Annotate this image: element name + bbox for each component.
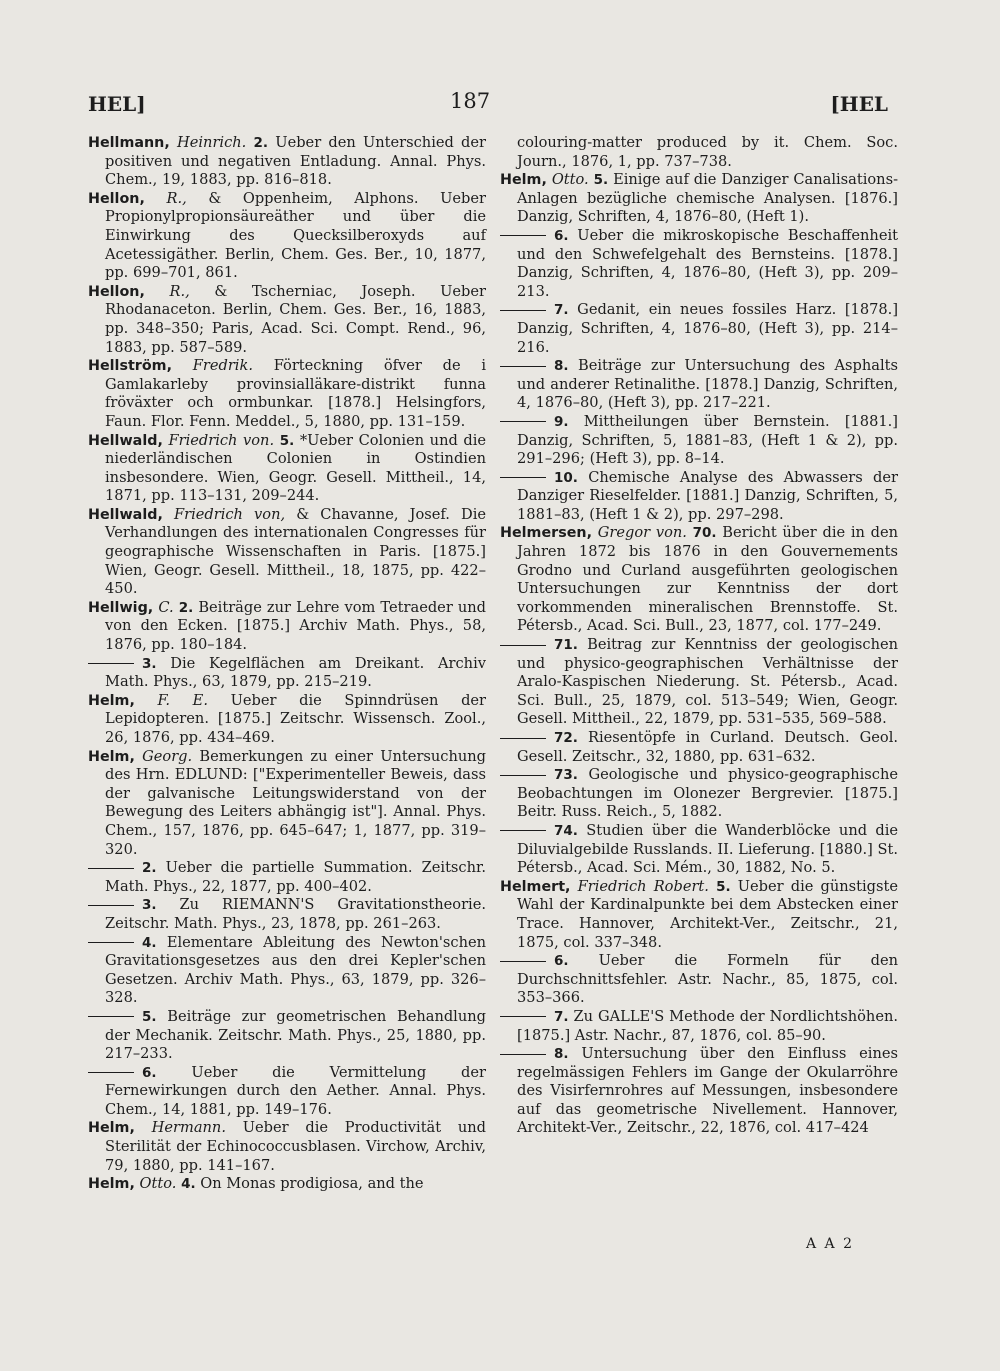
entry-text: Ueber die Spinndrüsen der Lepidopteren. [1875.] Zeitschr. Wissensch. Zool., 26, 1876, pp. 434–469. xyxy=(105,691,487,746)
printer-signature: A A 2 xyxy=(806,1236,855,1252)
author-given-name: Otto. xyxy=(139,1175,177,1193)
author-given-name: Fredrik. xyxy=(192,357,253,375)
entry-text: Beiträge zur geometrischen Behandlung der Mechanik. Zeitschr. Math. Phys., 25, 1880, pp. 217–233. xyxy=(105,1007,486,1063)
entry-number: 3. xyxy=(142,655,157,672)
author-surname: Hellwald, xyxy=(88,506,163,523)
ditto-rule xyxy=(500,421,546,422)
author-surname: Hellmann, xyxy=(88,135,170,151)
bibliography-entry xyxy=(88,1175,486,1194)
author-given-name: Gregor von. xyxy=(597,524,687,542)
entry-text: Die Kegelflächen am Dreikant. Archiv Math. Phys., 63, 1879, pp. 215–219. xyxy=(105,654,486,691)
author-given-name: Heinrich. xyxy=(177,134,247,151)
ditto-rule xyxy=(500,961,546,962)
bibliography-entry xyxy=(500,1045,898,1138)
author-given-name: Otto. xyxy=(551,171,589,189)
entry-text: Chemische Analyse des Abwassers der Danziger Rieselfelder. [1881.] Danzig, Schriften, 5, 1881–83, (Heft 1 & 2), pp. 297–298. xyxy=(517,468,899,523)
author-given-name: Georg. xyxy=(142,747,193,765)
ditto-rule xyxy=(88,663,134,664)
ditto-rule xyxy=(88,1016,134,1017)
entry-text: Förteckning öfver de i Gamlakarleby provinsialläkare-distrikt funna fröväxter och ormbunkar. [1878.] Helsingfors, Faun. Flor. Fenn. Meddel., 5, 1880, pp. 131–159. xyxy=(105,357,486,430)
running-head-right: [HEL xyxy=(830,92,888,116)
entry-text: Bemerkungen zu einer Untersuchung des Hrn. EDLUND: ["Experimenteller Beweis, dass der galvanische Leitungswiderstand von der Bewegung des Leiters abhängig ist"]. Annal. Phys. Chem., 157, 1876, pp. 645–647; 1, 1877, pp. 319–320. xyxy=(105,747,487,858)
bibliography-entry xyxy=(500,134,898,171)
bibliography-entry xyxy=(500,524,898,636)
entry-number: 7. xyxy=(554,1008,569,1025)
bibliography-entry xyxy=(88,134,486,190)
entry-number: 4. xyxy=(181,1176,196,1193)
entry-text: Ueber die Productivität und Sterilität der Echinococcusblasen. Virchow, Archiv, 79, 1880, pp. 141–167. xyxy=(105,1119,487,1174)
ditto-rule xyxy=(88,1072,134,1073)
bibliography-entry xyxy=(88,190,486,283)
entry-number: 7. xyxy=(554,302,569,319)
bibliography-entry xyxy=(88,357,486,431)
entry-number: 8. xyxy=(554,1046,569,1063)
entry-text: *Ueber Colonien und die niederländischen Colonien in Ostindien insbesondere. Wien, Geogr. Gesell. Mittheil., 14, 1871, pp. 113–131, 209–244. xyxy=(105,431,487,505)
entry-text: & Oppenheim, Alphons. Ueber Propionylpropionsäureäther und über die Einwirkung des Quecksilberoxyds auf Acetessigäther. Berlin, Chem. Ges. Ber., 10, 1877, pp. 699–701, 861. xyxy=(105,189,486,282)
entry-text: Mittheilungen über Bernstein. [1881.] Danzig, Schriften, 5, 1881–83, (Heft 1 & 2), pp. 291–296; (Heft 3), pp. 8–14. xyxy=(517,412,898,468)
bibliography-entry xyxy=(88,432,486,506)
bibliography-entry xyxy=(500,357,898,413)
ditto-rule xyxy=(500,1016,546,1017)
author-given-name: Friedrich von. xyxy=(168,431,275,449)
entry-text: & Chavanne, Josef. Die Verhandlungen des internationalen Congresses für geographische Wissenschaften in Paris. [1875.] Wien, Geogr. Gesell. Mittheil., 18, 1875, pp. 422–450. xyxy=(105,505,487,598)
bibliography-entry xyxy=(88,506,486,599)
bibliography-entry xyxy=(500,952,898,1008)
bibliography-entry xyxy=(88,655,486,692)
bibliography-entry xyxy=(88,1064,486,1120)
ditto-rule xyxy=(500,477,546,478)
author-given-name: F. E. xyxy=(157,691,208,709)
author-given-name: R., xyxy=(166,189,187,207)
entry-text: Ueber die Vermittelung der Fernewirkungen durch den Aether. Annal. Phys. Chem., 14, 1881, pp. 149–176. xyxy=(105,1063,486,1118)
entry-number: 5. xyxy=(142,1008,157,1025)
author-surname: Helm, xyxy=(88,748,135,765)
entry-number: 2. xyxy=(178,599,194,616)
entry-number: 2. xyxy=(142,860,157,877)
entry-number: 71. xyxy=(554,637,578,654)
author-given-name: Friedrich von, xyxy=(173,505,286,523)
entry-number: 70. xyxy=(692,525,717,542)
ditto-rule xyxy=(500,235,546,236)
entry-number: 4. xyxy=(142,934,157,951)
author-surname: Hellström, xyxy=(88,358,173,375)
bibliography-entry xyxy=(500,469,898,525)
author-given-name: Hermann. xyxy=(151,1119,226,1137)
bibliography-entry xyxy=(500,636,898,729)
right-column xyxy=(500,134,898,1138)
entry-number: 6. xyxy=(554,953,569,970)
entry-text: Ueber den Unterschied der positiven und negativen Entladung. Annal. Phys. Chem., 19, 1883, pp. 816–818. xyxy=(105,134,487,189)
bibliography-entry xyxy=(500,413,898,469)
bibliography-entry xyxy=(88,1008,486,1064)
ditto-rule xyxy=(88,942,134,943)
author-surname: Helm, xyxy=(88,692,135,709)
running-head xyxy=(88,89,888,122)
ditto-rule xyxy=(88,868,134,869)
bibliography-entry xyxy=(88,599,486,655)
bibliography-entry xyxy=(88,934,486,1008)
bibliography-entry xyxy=(88,692,486,748)
entry-text: Ueber die mikroskopische Beschaffenheit und den Schwefelgehalt des Bernsteins. [1878.] Danzig, Schriften, 4, 1876–80, (Heft 3), pp. 209–213. xyxy=(517,226,898,300)
entry-text: Ueber die günstigste Wahl der Kardinalpunkte bei dem Abstecken einer Trace. Hannover, Architekt-Ver., Zeitschr., 21, 1875, col. 337–348. xyxy=(517,877,898,951)
entry-text: Riesentöpfe in Curland. Deutsch. Geol. Gesell. Zeitschr., 32, 1880, pp. 631–632. xyxy=(517,729,899,765)
entry-number: 6. xyxy=(554,227,569,244)
author-surname: Hellon, xyxy=(88,190,145,207)
author-surname: Hellon, xyxy=(88,283,145,300)
author-given-name: R., xyxy=(169,282,190,300)
author-given-name: C. xyxy=(158,598,174,616)
entry-text: On Monas prodigiosa, and the xyxy=(200,1175,424,1193)
bibliography-entry xyxy=(88,859,486,896)
bibliography-entry xyxy=(88,896,486,933)
author-surname: Hellwig, xyxy=(88,599,154,616)
bibliography-entry xyxy=(500,822,898,878)
entry-text: Einige auf die Danziger Canalisations-Anlagen bezügliche chemische Analysen. [1876.] Danzig, Schriften, 4, 1876–80, (Heft 1). xyxy=(517,171,899,226)
entry-number: 5. xyxy=(279,432,295,449)
ditto-rule xyxy=(88,905,134,906)
ditto-rule xyxy=(500,645,546,646)
entry-number: 5. xyxy=(593,172,609,189)
entry-number: 74. xyxy=(554,822,578,839)
entry-text: Beiträge zur Untersuchung des Asphalts und anderer Retinalithe. [1878.] Danzig, Schriften, 4, 1876–80, (Heft 3), pp. 217–221. xyxy=(517,357,899,412)
entry-number: 5. xyxy=(716,878,731,895)
entry-number: 8. xyxy=(554,358,569,375)
entry-text: Zu RIEMANN'S Gravitationstheorie. Zeitschr. Math. Phys., 23, 1878, pp. 261–263. xyxy=(105,896,486,932)
entry-number: 6. xyxy=(142,1064,157,1081)
entry-text: Studien über die Wanderblöcke und die Diluvialgebilde Russlands. II. Lieferung. [1880.] St. Pétersb., Acad. Sci. Mém., 30, 1882, No. 5. xyxy=(517,821,898,877)
author-surname: Hellwald, xyxy=(88,432,163,449)
bibliography-entry xyxy=(500,171,898,227)
bibliography-entry xyxy=(88,1119,486,1175)
entry-number: 10. xyxy=(554,469,578,486)
author-surname: Helmert, xyxy=(500,878,571,895)
entry-text: Untersuchung über den Einfluss eines regelmässigen Fehlers im Gange der Okularröhre des Visirfernrohres auf Messungen, insbesondere auf das geometrische Nivellement. Hannover, Architekt-Ver., Zeitschr., 22, 1876, col. 417–424 xyxy=(517,1045,898,1137)
entry-text: Gedanit, ein neues fossiles Harz. [1878.] Danzig, Schriften, 4, 1876–80, (Heft 3), pp. 214–216. xyxy=(517,301,899,356)
entry-number: 3. xyxy=(142,897,157,914)
entry-text: Geologische und physico-geographische Beobachtungen im Olonezer Bergrevier. [1875.] Beitr. Russ. Reich., 5, 1882. xyxy=(517,766,898,821)
entry-text: & Tscherniac, Joseph. Ueber Rhodanaceton. Berlin, Chem. Ges. Ber., 16, 1883, pp. 348–350; Paris, Acad. Sci. Compt. Rend., 96, 1883, pp. 587–589. xyxy=(105,282,487,356)
bibliography-entry xyxy=(88,748,486,860)
ditto-rule xyxy=(500,775,546,776)
page-number: 187 xyxy=(450,89,491,113)
entry-text: colouring-matter produced by it. Chem. Soc. Journ., 1876, 1, pp. 737–738. xyxy=(517,134,898,170)
ditto-rule xyxy=(500,738,546,739)
bibliography-entry xyxy=(500,878,898,952)
author-surname: Helm, xyxy=(88,1176,135,1193)
ditto-rule xyxy=(500,310,546,311)
bibliography-entry xyxy=(500,729,898,766)
bibliography-entry xyxy=(500,227,898,301)
entry-text: Bericht über die in den Jahren 1872 bis 1876 in den Gouvernements Grodno und Curland ausgeführten geologischen Untersuchungen zur Kenntniss der dort vorkommenden mineralischen Brennstoffe. St. Pétersb., Acad. Sci. Bull., 23, 1877, col. 177–249. xyxy=(517,524,898,635)
entry-text: Beiträge zur Lehre vom Tetraeder und von den Ecken. [1875.] Archiv Math. Phys., 58, 1876, pp. 180–184. xyxy=(105,598,487,654)
bibliography-entry xyxy=(88,283,486,357)
entry-number: 2. xyxy=(253,135,269,151)
author-surname: Helm, xyxy=(500,172,547,189)
left-column xyxy=(88,134,486,1194)
entry-text: Beitrag zur Kenntniss der geologischen und physico-geographischen Verhältnisse der Aralo-Kaspischen Niederung. St. Pétersb., Acad. Sci. Bull., 25, 1879, col. 513–549; Wien, Geogr. Gesell. Mittheil., 22, 1879, pp. 531–535, 569–588. xyxy=(517,636,899,728)
entry-number: 72. xyxy=(554,730,578,746)
entry-text: Ueber die Formeln für den Durchschnittsfehler. Astr. Nachr., 85, 1875, col. 353–366. xyxy=(517,952,898,1007)
ditto-rule xyxy=(500,830,546,831)
entry-text: Zu GALLE'S Methode der Nordlichtshöhen. [1875.] Astr. Nachr., 87, 1876, col. 85–90. xyxy=(517,1007,899,1044)
entry-text: Ueber die partielle Summation. Zeitschr. Math. Phys., 22, 1877, pp. 400–402. xyxy=(105,859,487,895)
bibliography-entry xyxy=(500,1008,898,1045)
bibliography-entry xyxy=(500,301,898,357)
ditto-rule xyxy=(500,1054,546,1055)
author-surname: Helm, xyxy=(88,1120,135,1137)
ditto-rule xyxy=(500,366,546,367)
bibliography-entry xyxy=(500,766,898,822)
author-surname: Helmersen, xyxy=(500,525,593,542)
entry-text: Elementare Ableitung des Newton'schen Gravitationsgesetzes aus den drei Kepler'schen Gesetzen. Archiv Math. Phys., 63, 1879, pp. 326–328. xyxy=(105,933,487,1007)
author-given-name: Friedrich Robert. xyxy=(577,877,709,895)
entry-number: 73. xyxy=(554,767,578,784)
entry-number: 9. xyxy=(554,413,569,430)
running-head-left: HEL] xyxy=(88,92,146,116)
